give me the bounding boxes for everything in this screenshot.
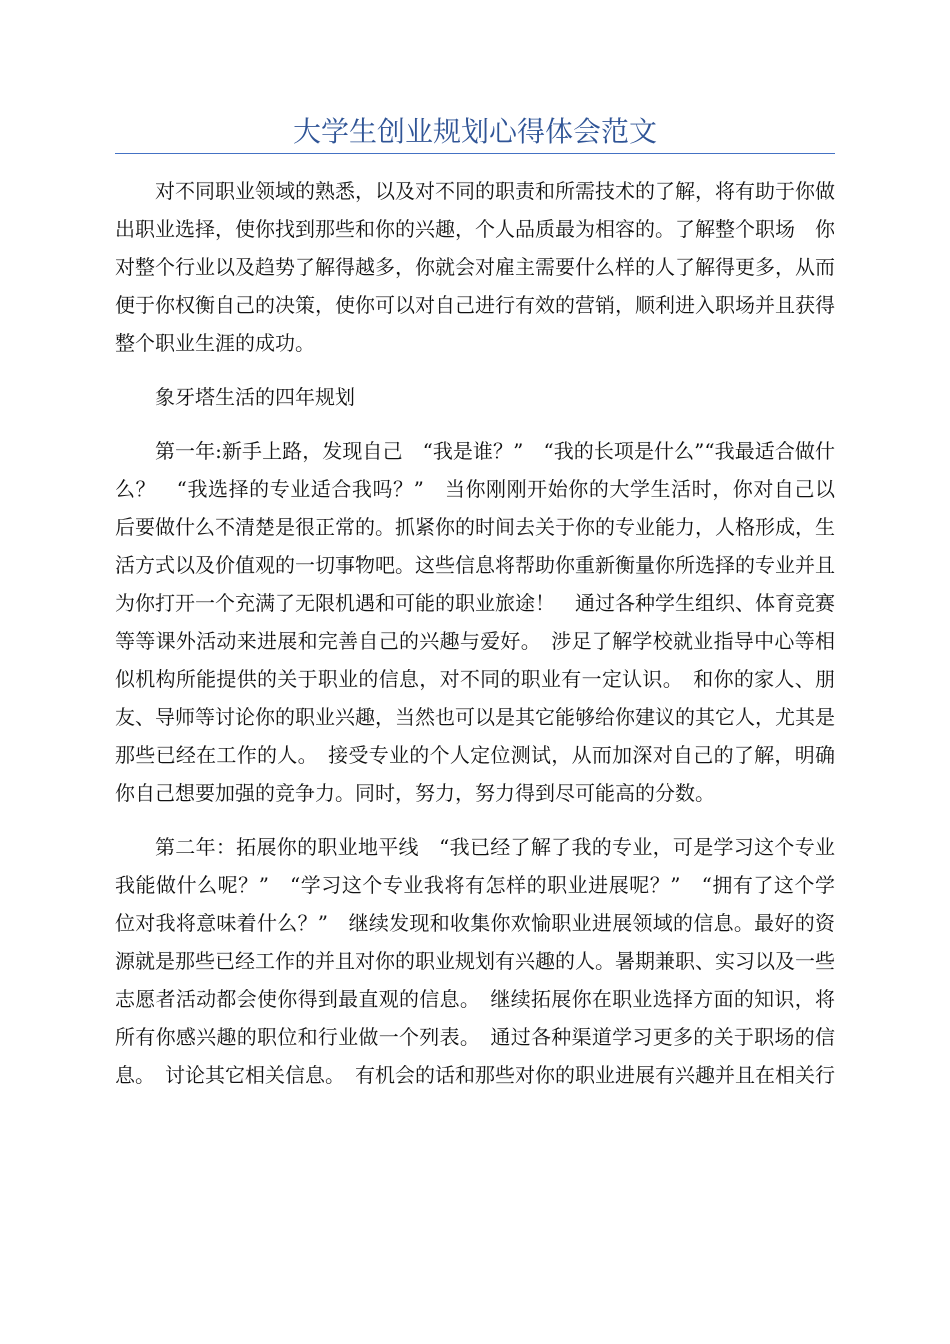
section-heading-four-year-plan: 象牙塔生活的四年规划 (155, 385, 355, 409)
paragraph-intro: 对不同职业领域的熟悉，以及对不同的职责和所需技术的了解，将有助于你做出职业选择，使你找到那些和你的兴趣，个人品质最为相容的。了解整个职场 你对整个行业以及趋势了解得越多，你就会对雇主需要什么样的人了解得更多，从而便于你权衡自己的决策，使你可以对自己进行有效的营销，顺利进入职场并且获得整个职业生涯的成功。 (115, 179, 835, 355)
document-title: 大学生创业规划心得体会范文 (292, 115, 657, 148)
paragraph-year-two: 第二年：拓展你的职业地平线 “我已经了解了我的专业，可是学习这个专业我能做什么呢？” “学习这个专业我将有怎样的职业进展呢？” “拥有了这个学位对我将意味着什么？” 继续发现和收集你欢愉职业进展领域的信息。最好的资源就是那些已经工作的并且对你的职业规划有兴趣的人。暑期兼职、实习以及一些志愿者活动都会使你得到最直观的信息。 继续拓展你在职业选择方面的知识，将所有你感兴趣的职位和行业做一个列表。 通过各种渠道学习更多的关于职场的信息。 讨论其它相关信息。 有机会的话和那些对你的职业进展有兴趣并且在相关行 (115, 835, 835, 1087)
document-body (115, 172, 835, 1110)
paragraph-year-one: 第一年:新手上路，发现自己 “我是谁？” “我的长项是什么”“我最适合做什么？ “我选择的专业适合我吗？” 当你刚刚开始你的大学生活时，你对自己以后要做什么不清楚是很正常的。抓紧你的时间去关于你的专业能力，人格形成，生活方式以及价值观的一切事物吧。这些信息将帮助你重新衡量你所选择的专业并且为你打开一个充满了无限机遇和可能的职业旅途！ 通过各种学生组织、体育竞赛等等课外活动来进展和完善自己的兴趣与爱好。 涉足了解学校就业指导中心等相似机构所能提供的关于职业的信息，对不同的职业有一定认识。 和你的家人、朋友、导师等讨论你的职业兴趣，当然也可以是其它能够给你建议的其它人，尤其是那些已经在工作的人。 接受专业的个人定位测试，从而加深对自己的了解，明确你自己想要加强的竞争力。同时，努力，努力得到尽可能高的分数。 (115, 439, 835, 805)
title-underline (115, 153, 835, 154)
